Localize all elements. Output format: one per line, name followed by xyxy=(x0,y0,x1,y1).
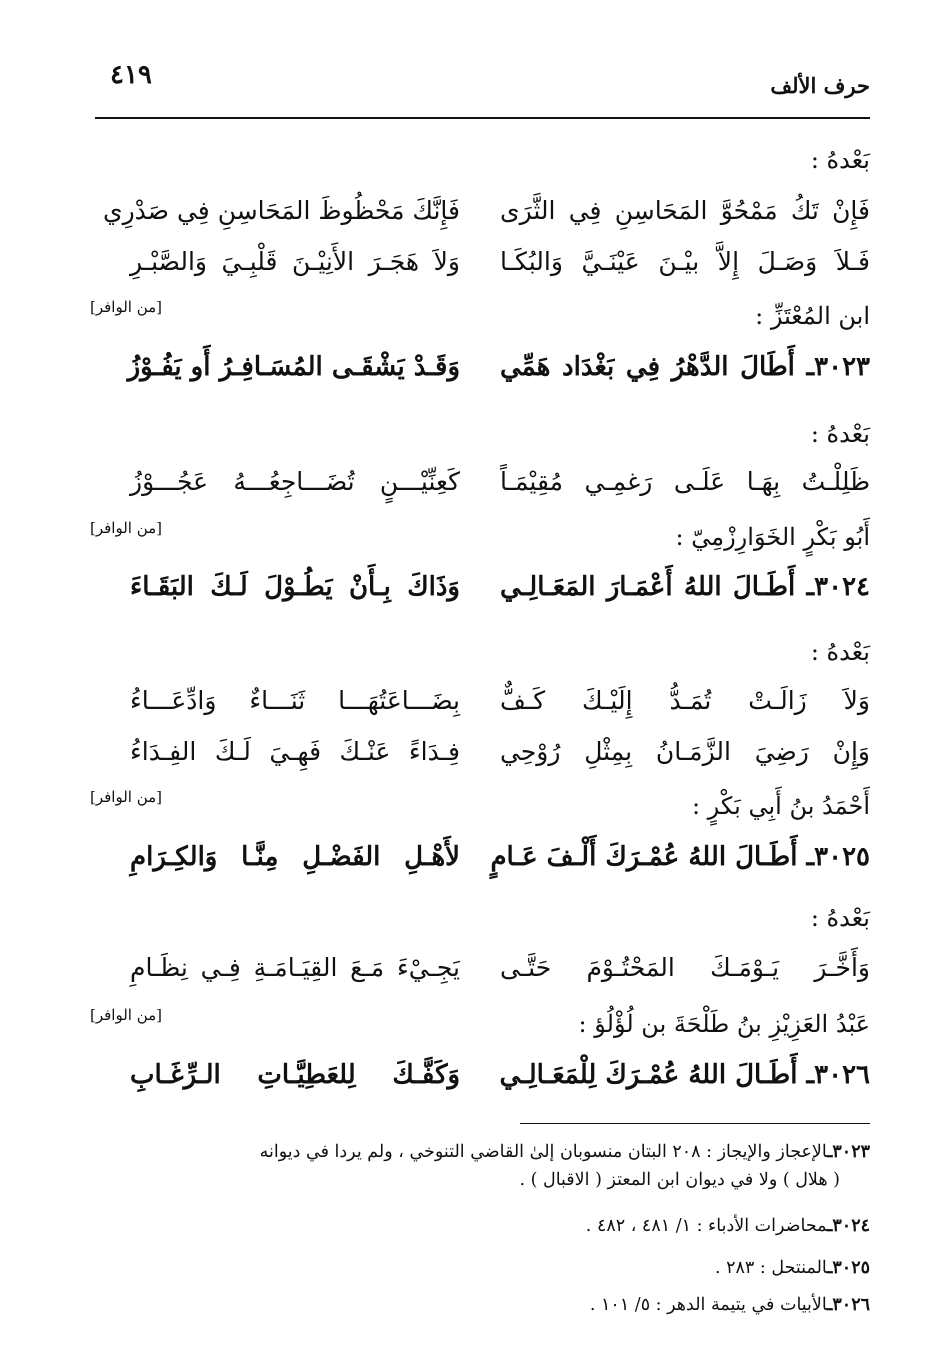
footnote-text: ( هلال ) ولا في ديوان ابن المعتز ( الاقبال ) . xyxy=(519,1170,840,1190)
footnote-text: الأبيات في يتيمة الدهر : ٥/ ١٠١ . xyxy=(589,1295,828,1315)
verse-second-hemistich: وَكَفَّـكَ لِلعَطِيَّـاتِ الـرِّغَـابِ xyxy=(130,1060,460,1090)
section-intro xyxy=(90,146,870,192)
poet-name: أَبُو بَكْرٍ الخَوَارِزْمِيّ : xyxy=(675,523,870,551)
numbered-verse xyxy=(90,1060,870,1106)
verse-number: ٣٠٢٥ـ xyxy=(806,842,870,872)
meter-label: [من الوافر] xyxy=(90,788,163,806)
verse-second-hemistich: كَعِنِّيْـــنٍ تُضَـــاجِعُـــهُ عَجُـــوْزُ xyxy=(130,467,460,496)
verse-number: ٣٠٢٦ـ xyxy=(806,1060,870,1090)
footnote xyxy=(95,1138,870,1194)
header-rule xyxy=(95,117,870,119)
verse-second-hemistich: فِـدَاءً عَنْـكَ فَهِـيَ لَـكَ الفِـدَاءُ xyxy=(130,737,460,766)
verse-first-hemistich: فَـلاَ وَصَـلَ إِلاَّ بيْـنَ عَيْنَـيَّ وَالبُكَـا xyxy=(500,247,870,276)
poet-name: أَحْمَدُ بنُ أَبِي بَكْرٍ : xyxy=(691,792,870,820)
footnote xyxy=(95,1291,870,1319)
poet-attribution xyxy=(90,519,870,569)
footnote-text: الإعجاز والإيجاز : ٢٠٨ البتان منسوبان إلىٰ القاضي التنوخي ، ولم يردا في ديوانه xyxy=(259,1142,828,1162)
meter-label: [من الوافر] xyxy=(90,519,163,537)
verse xyxy=(90,686,870,732)
section-intro xyxy=(90,420,870,466)
poet-attribution xyxy=(90,788,870,838)
verse-first-hemistich xyxy=(490,842,870,872)
verse xyxy=(90,196,870,242)
intro-text: بَعْدهُ : xyxy=(810,146,870,174)
verse-first-hemistich xyxy=(500,1060,870,1090)
running-title: حرف الألف xyxy=(770,73,870,98)
verse-second-hemistich: فَإِنَّكَ مَحْظُوظَ المَحَاسِنِ فِي صَدْرِي xyxy=(103,196,460,225)
verse-first-hemistich: وَأَخَّـرَ يَـوْمَـكَ المَحْتُـوْمَ حَتَّـى xyxy=(500,953,870,982)
footnote-number: ٣٠٢٤ـ xyxy=(827,1216,870,1236)
footnote-number: ٣٠٢٥ـ xyxy=(827,1258,870,1278)
verse-second-hemistich: بِضَـــاعَتُهَـــا ثَنَـــاءٌ وَادِّعَـــاءُ xyxy=(130,686,460,715)
page-number: ٤١٩ xyxy=(110,60,152,90)
verse-number: ٣٠٢٣ـ xyxy=(806,352,870,382)
verse-first-hemistich xyxy=(500,352,870,382)
verse-second-hemistich: وَلاَ هَجَـرَ الأَنِيْـنَ قَلْبِـيَ وَالصَّبْـرِ xyxy=(130,247,460,276)
hemistich-text: أَطَـالَ اللهُ عُمْـرَكَ أَلْـفَ عَـامٍ xyxy=(490,842,798,872)
poet-attribution xyxy=(90,1006,870,1056)
poet-name: ابن المُعْتَزِّ : xyxy=(755,302,870,330)
footnote xyxy=(95,1212,870,1240)
verse xyxy=(90,247,870,293)
verse-first-hemistich xyxy=(500,572,870,602)
footnote-number: ٣٠٢٣ـ xyxy=(827,1142,870,1162)
verse-number: ٣٠٢٤ـ xyxy=(806,572,870,602)
intro-text: بَعْدهُ : xyxy=(810,904,870,932)
footnote-text: محاضرات الأدباء : ١/ ٤٨١ ، ٤٨٢ . xyxy=(585,1216,828,1236)
numbered-verse xyxy=(90,572,870,618)
footnote xyxy=(95,1254,870,1282)
verse-first-hemistich: ظَلِلْـتُ بِهَـا عَلَـى رَغمِـي مُقِيْمَـاً xyxy=(500,467,870,496)
intro-text: بَعْدهُ : xyxy=(810,420,870,448)
verse-first-hemistich: وَإِنْ رَضِيَ الزَّمَـانُ بِمِثْلِ رُوْحِي xyxy=(500,737,870,766)
verse xyxy=(90,953,870,999)
intro-text: بَعْدهُ : xyxy=(810,638,870,666)
verse xyxy=(90,467,870,513)
section-intro xyxy=(90,904,870,950)
verse-first-hemistich: فَإِنْ تَكُ مَمْحُوَّ المَحَاسِنِ فِي الثَّرَى xyxy=(500,196,870,225)
meter-label: [من الوافر] xyxy=(90,298,163,316)
footnote-number: ٣٠٢٦ـ xyxy=(827,1295,870,1315)
verse-second-hemistich: يَجِـيْءَ مَـعَ القِيَـامَـةِ فِـي نِظَـامِ xyxy=(130,953,460,982)
footnote-rule xyxy=(520,1123,870,1124)
poet-name: عَبْدُ العَزِيْزِ بنُ طَلْحَةَ بن لُؤْلُؤ : xyxy=(578,1010,870,1038)
footnote-text: المنتحل : ٢٨٣ . xyxy=(714,1258,828,1278)
page-header xyxy=(95,55,870,115)
verse-second-hemistich: وَقَـدْ يَشْقَـى المُسَـافِـرُ أَو يَفُـوْزُ xyxy=(127,352,460,382)
section-intro xyxy=(90,638,870,684)
numbered-verse xyxy=(90,842,870,888)
verse-second-hemistich: لأَهْـلِ الفَضْـلِ مِنَّـا وَالكِـرَامِ xyxy=(130,842,460,872)
verse-second-hemistich: وَذَاكَ بِـأَنْ يَطُـوْلَ لَـكَ البَقَـاءَ xyxy=(130,572,460,602)
hemistich-text: أَطَالَ الدَّهْرُ فِي بَغْدَاد هَمِّي xyxy=(500,352,795,382)
verse xyxy=(90,737,870,783)
hemistich-text: أَطَـالَ اللهُ عُمْـرَكَ لِلْمَعَـالِـي xyxy=(499,1060,798,1090)
meter-label: [من الوافر] xyxy=(90,1006,163,1024)
verse-first-hemistich: وَلاَ زَالَـتْ تُمَـدُّ إِلَيْـكَ كَـفٌّ xyxy=(500,686,870,715)
poet-attribution xyxy=(90,298,870,348)
hemistich-text: أَطَـالَ اللهُ أَعْمَـارَ المَعَـالِـي xyxy=(500,572,796,602)
numbered-verse xyxy=(90,352,870,398)
